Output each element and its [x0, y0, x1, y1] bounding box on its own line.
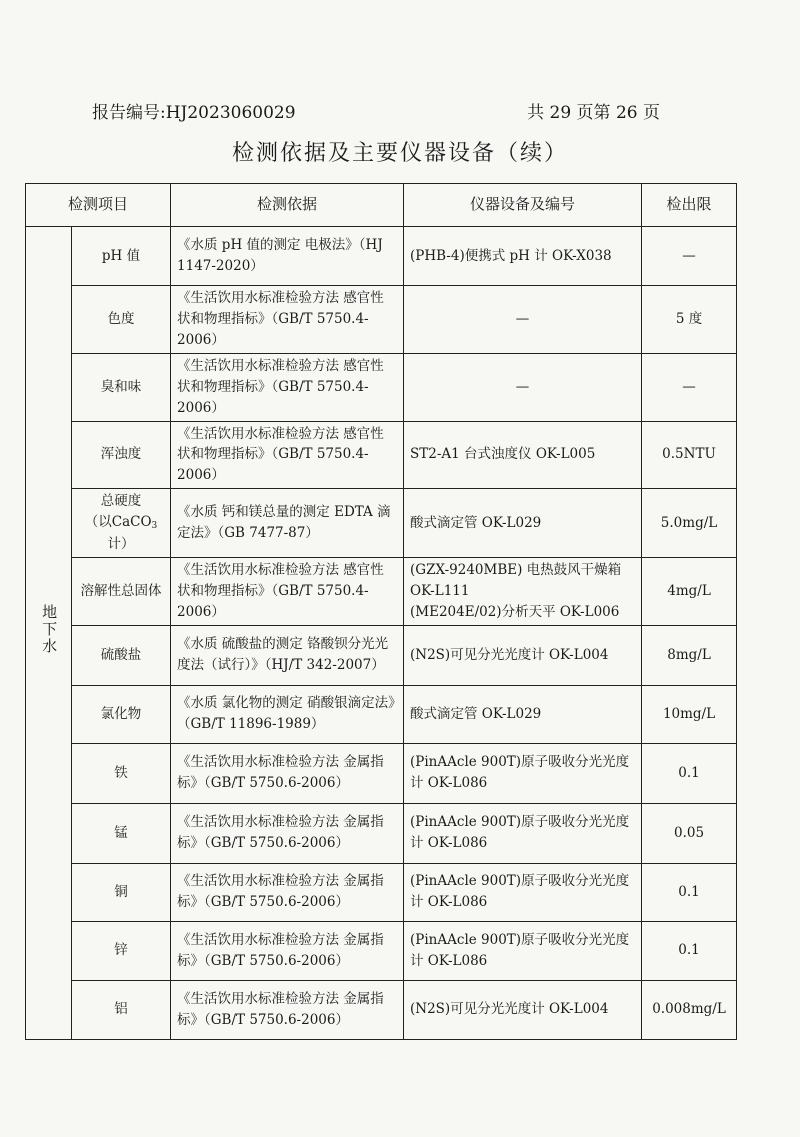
- limit-cell: 5 度: [642, 286, 737, 354]
- header-limit: 检出限: [642, 184, 737, 227]
- item-cell: 色度: [72, 286, 171, 354]
- instrument-line: (ME204E/02)分析天平 OK-L006: [410, 603, 620, 620]
- header-item: 检测项目: [26, 184, 171, 227]
- instrument-cell: ST2-A1 台式浊度仪 OK-L005: [404, 421, 642, 489]
- basis-cell: 《生活饮用水标准检验方法 感官性状和物理指标》（GB/T 5750.4-2006）: [171, 353, 404, 421]
- table-row: [26, 921, 737, 980]
- basis-cell: 《生活饮用水标准检验方法 金属指标》（GB/T 5750.6-2006）: [171, 980, 404, 1039]
- report-header: [92, 98, 660, 123]
- item-cell: 臭和味: [72, 353, 171, 421]
- table-row: [26, 227, 737, 286]
- item-note-sub: 3: [151, 521, 158, 532]
- instrument-line: (GZX-9240MBE) 电热鼓风干燥箱 OK-L111: [410, 562, 622, 599]
- table-row: [26, 685, 737, 743]
- instrument-cell: (PHB-4)便携式 pH 计 OK-X038: [404, 227, 642, 286]
- basis-cell: 《生活饮用水标准检验方法 金属指标》（GB/T 5750.6-2006）: [171, 743, 404, 803]
- limit-cell: —: [642, 227, 737, 286]
- table-row: [26, 863, 737, 921]
- report-number: 报告编号:HJ2023060029: [92, 103, 296, 123]
- limit-cell: 5.0mg/L: [642, 489, 737, 558]
- header-instrument: 仪器设备及编号: [404, 184, 642, 227]
- instrument-cell: (PinAAcle 900T)原子吸收分光光度计 OK-L086: [404, 743, 642, 803]
- table-row: [26, 803, 737, 863]
- item-cell: 铝: [72, 980, 171, 1039]
- basis-cell: 《生活饮用水标准检验方法 感官性状和物理指标》（GB/T 5750.4-2006）: [171, 558, 404, 626]
- instrument-cell: 酸式滴定管 OK-L029: [404, 685, 642, 743]
- item-cell: 铁: [72, 743, 171, 803]
- limit-cell: 10mg/L: [642, 685, 737, 743]
- limit-cell: —: [642, 353, 737, 421]
- item-label: 总硬度: [100, 493, 142, 510]
- limit-cell: 0.1: [642, 921, 737, 980]
- basis-cell: 《生活饮用水标准检验方法 金属指标》（GB/T 5750.6-2006）: [171, 803, 404, 863]
- instrument-cell: (PinAAcle 900T)原子吸收分光光度计 OK-L086: [404, 803, 642, 863]
- instrument-cell: —: [404, 353, 642, 421]
- item-cell: 硫酸盐: [72, 625, 171, 685]
- item-note-pre: （以CaCO: [84, 514, 152, 531]
- table-row: [26, 353, 737, 421]
- table-row: [26, 286, 737, 354]
- basis-cell: 《生活饮用水标准检验方法 感官性状和物理指标》（GB/T 5750.4-2006）: [171, 421, 404, 489]
- instrument-cell: —: [404, 286, 642, 354]
- item-cell: 锰: [72, 803, 171, 863]
- category-label: 地下水: [40, 603, 59, 655]
- header-basis: 检测依据: [171, 184, 404, 227]
- basis-cell: 《水质 硫酸盐的测定 铬酸钡分光光度法（试行）》（HJ/T 342-2007）: [171, 625, 404, 685]
- basis-cell: 《水质 pH 值的测定 电极法》（HJ 1147-2020）: [171, 227, 404, 286]
- basis-cell: 《水质 氯化物的测定 硝酸银滴定法》（GB/T 11896-1989）: [171, 685, 404, 743]
- item-cell: 铜: [72, 863, 171, 921]
- instrument-cell: 酸式滴定管 OK-L029: [404, 489, 642, 558]
- item-cell: 氯化物: [72, 685, 171, 743]
- basis-cell: 《水质 钙和镁总量的测定 EDTA 滴定法》（GB 7477-87）: [171, 489, 404, 558]
- table-row: [26, 743, 737, 803]
- limit-cell: 0.008mg/L: [642, 980, 737, 1039]
- table-row: [26, 489, 737, 558]
- item-cell: 浑浊度: [72, 421, 171, 489]
- table-row: [26, 421, 737, 489]
- limit-cell: 4mg/L: [642, 558, 737, 626]
- instrument-cell: [404, 558, 642, 626]
- table-row: [26, 980, 737, 1039]
- page-title: 检测依据及主要仪器设备（续）: [231, 141, 568, 166]
- instrument-cell: (N2S)可见分光光度计 OK-L004: [404, 625, 642, 685]
- page-info: 共 29 页第 26 页: [527, 103, 660, 123]
- limit-cell: 8mg/L: [642, 625, 737, 685]
- item-cell: 锌: [72, 921, 171, 980]
- limit-cell: 0.1: [642, 863, 737, 921]
- instrument-cell: (N2S)可见分光光度计 OK-L004: [404, 980, 642, 1039]
- table-row: [26, 558, 737, 626]
- table-row: [26, 625, 737, 685]
- item-cell: 溶解性总固体: [72, 558, 171, 626]
- instrument-cell: (PinAAcle 900T)原子吸收分光光度计 OK-L086: [404, 863, 642, 921]
- basis-cell: 《生活饮用水标准检验方法 感官性状和物理指标》（GB/T 5750.4-2006）: [171, 286, 404, 354]
- item-cell: pH 值: [72, 227, 171, 286]
- item-cell: [72, 489, 171, 558]
- limit-cell: 0.05: [642, 803, 737, 863]
- basis-cell: 《生活饮用水标准检验方法 金属指标》（GB/T 5750.6-2006）: [171, 921, 404, 980]
- table-header-row: [26, 184, 737, 227]
- limit-cell: 0.1: [642, 743, 737, 803]
- limit-cell: 0.5NTU: [642, 421, 737, 489]
- item-note-post: 计）: [107, 536, 135, 553]
- category-cell: [26, 227, 72, 1040]
- instrument-cell: (PinAAcle 900T)原子吸收分光光度计 OK-L086: [404, 921, 642, 980]
- item-label-note: [85, 514, 158, 552]
- basis-cell: 《生活饮用水标准检验方法 金属指标》（GB/T 5750.6-2006）: [171, 863, 404, 921]
- test-basis-table: [25, 183, 737, 1040]
